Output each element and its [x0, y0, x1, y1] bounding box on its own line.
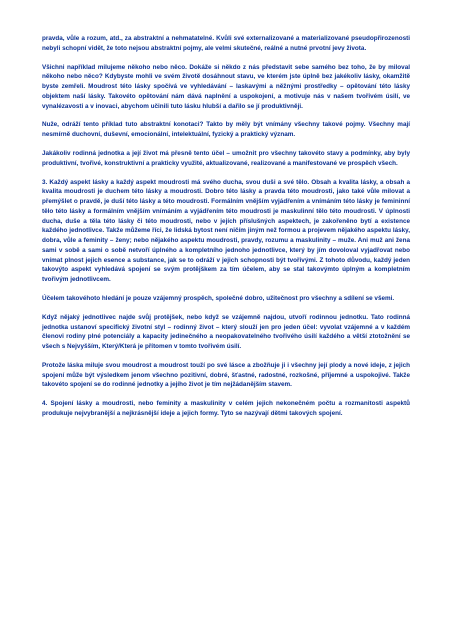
paragraph-3: Nuže, odráží tento příklad tuto abstraktní konotaci? Takto by měly být vnímány všechny takové pojmy. Všechny mají nesmírně duchovní, duševní, emocionální, intelektuální, fyzický a praktický význam.: [42, 121, 410, 139]
paragraph-5-section-3: 3. Každý aspekt lásky a každý aspekt moudrosti má svého ducha, svou duši a své tělo. Obsah a kvalita lásky, a obsah a kvalita moudrosti je duchem této lásky a moudrosti. Dobro této lásky a pravda této moudrosti, jako také vůle milovat a přemýšlet o pravdě, je duší této lásky a této moudrosti. Formálním vnějším vyjádřením a vnímáním této lásky je femininní tělo této lásky a formálním vnějším vnímáním a vyjádřením této moudrosti je maskulinní tělo této moudrosti. V úplnosti ducha, duše a těla této lásky či této moudrosti, nebo v jejích příslušných aspektech, je zakořeněno bytí a existence každého jednotlivce. Takže můžeme říci, že lidská bytost není ničím jiným než formou a projevem nějakého aspektu lásky, dobra, vůle a feminity – ženy; nebo nějakého aspektu moudrosti, pravdy, rozumu a maskulinity – muže. Ani muž ani žena sami v sobě a sami o sobě netvoří úplného a kompletního jednoho jednotlivce, který by jím dovoloval vyjadřovat nebo vnímat plnost jejich esence a substance, jak se to odráží v jejich schopnosti být tvořivými. Z tohoto důvodu, každý jeden takovýto aspekt vyhledává spojení se svým protějškem za tím účelem, aby se stal takovýmto úplným a kompletním tvořivým jednotlivcem.: [42, 178, 410, 284]
paragraph-4: Jakákoliv rodinná jednotka a její život má přesně tento účel – umožnit pro všechny takovéto stavy a podmínky, aby byly produktivní, tvořivé, konstruktivní a prakticky využité, aktualizované, realizované a manifestované ve prospěch všech.: [42, 150, 410, 167]
paragraph-8: Protože láska miluje svou moudrost a moudrost touží po své lásce a zbožňuje ji i všechny její plody a nové ideje, z jejich spojení může být výsledkem jenom všechno pozitivní, dobré, šťastné, radostné, rozkošné, příjemné a uspokojivé. Takže takovéto spojení se do rodinné jednotky a jejího život je tím nejžádanějším stavem.: [42, 361, 410, 389]
paragraph-9-section-4: 4. Spojení lásky a moudrosti, nebo feminity a maskulinity v celém jejich nekonečném počtu a rozmanitosti aspektů produkuje nejvybranější a nejkrásnější ideje a jejich formy. Tyto se nazývají dětmi takových spojení.: [42, 400, 410, 417]
paragraph-1: pravda, vůle a rozum, atd., za abstraktní a nehmatatelné. Kvůli své externalizované a materializované pseudopřirozenosti nebyli schopní vidět, že toto nejsou abstraktní pojmy, ale velmi skutečné, reálné a nutné prvotní jevy života.: [42, 35, 410, 52]
paragraph-6: Účelem takovéhoto hledání je pouze vzájemný prospěch, společné dobro, užitečnost pro všechny a sdílení se všemi.: [42, 294, 395, 302]
paragraph-2: Všichni například milujeme někoho nebo něco. Dokáže si někdo z nás představit sebe samého bez toho, že by miloval někoho nebo něco? Kdybyste mohli ve svém životě dosáhnout stavu, ve kterém jste úplně bez jakékoliv lásky, okamžitě byste zemřeli. Moudrost této lásky spočívá ve vyhledávání – laskavými a něžnými prostředky – opětování této lásky objektem naší lásky. Takovéto opětování nám dává naplnění a uspokojení, a motivuje nás v našem tvořivém úsilí, ve vynalézavosti a v inovaci, abychom učinili tuto lásku hlubší a dařilo se jí produktivněji.: [42, 63, 410, 110]
paragraph-7: Když nějaký jednotlivec najde svůj protějšek, nebo když se vzájemně najdou, utvoří rodinnou jednotku. Tato rodinná jednotka ustanoví specifický životní styl – rodinný život – který slouží jen pro jeden účel: vyvolat vzájemné a v každém členovi rodiny plné potenciály a kapacity jedinečného a neopakovatelného tvořivého úsilí každého a větší ztotožnění se všech s Nejvyšším, Který/Která je přítomen v tomto tvořivém úsilí.: [42, 313, 410, 351]
